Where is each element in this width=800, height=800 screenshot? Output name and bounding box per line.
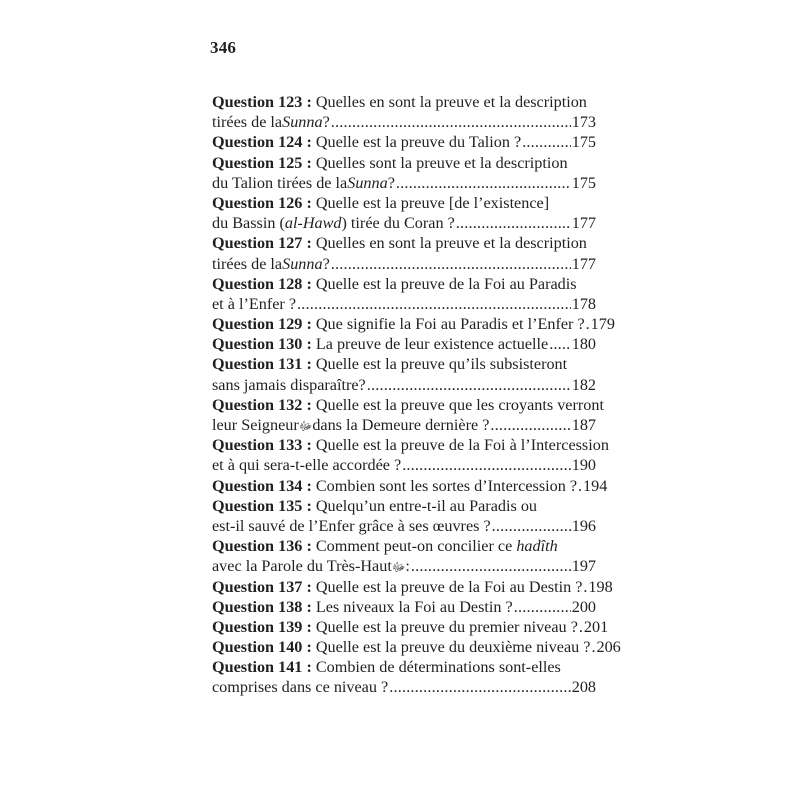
dot-leader	[490, 415, 570, 435]
toc-entry-131-line-2	[212, 375, 596, 395]
dot-leader	[492, 516, 571, 536]
honorific-symbol: ﷻ	[298, 419, 313, 433]
toc-entry-133-line-2	[212, 455, 596, 475]
question-text: Combien sont les sortes d’Intercession ?	[315, 476, 578, 495]
table-of-contents	[212, 92, 621, 698]
question-text: avec la Parole du Très-Haut	[212, 557, 392, 576]
toc-entry-138	[212, 597, 596, 617]
toc-entry-136-line-1	[212, 536, 596, 556]
toc-entry-141-line-1	[212, 657, 596, 677]
dot-leader	[331, 254, 571, 274]
page-ref: 182	[571, 375, 596, 394]
question-text: du Bassin (	[212, 214, 285, 233]
honorific-symbol: ﷻ	[391, 560, 406, 575]
question-label: Question 135 :	[212, 496, 312, 515]
question-text: ) tirée du Coran ?	[341, 214, 455, 233]
toc-entry-133-line-1	[212, 435, 609, 455]
question-label: Question 132 :	[212, 395, 312, 414]
dot-leader	[367, 375, 571, 395]
dot-leader	[522, 132, 571, 152]
dot-leader	[583, 577, 587, 597]
question-text: Quelqu’un entre-t-il au Paradis ou	[315, 496, 538, 515]
question-text: ?	[387, 173, 395, 192]
toc-entry-124	[212, 132, 596, 152]
italic-term: Sunna	[347, 173, 388, 192]
dot-leader	[389, 677, 571, 697]
toc-entry-141-line-2	[212, 677, 596, 697]
dot-leader	[578, 476, 582, 496]
question-label: Question 126 :	[212, 193, 312, 212]
question-text: Quelle est la preuve [de l’existence]	[315, 193, 550, 212]
page-ref: 175	[571, 133, 596, 152]
question-label: Question 137 :	[212, 577, 312, 596]
toc-entry-126-line-1	[212, 193, 596, 213]
question-text: Combien de déterminations sont-elles	[315, 658, 561, 677]
dot-leader	[411, 556, 571, 576]
toc-entry-123-line-2	[212, 112, 596, 132]
page-ref: 194	[583, 476, 608, 495]
question-text: Comment peut-on concilier ce	[315, 537, 513, 556]
page-ref: 206	[596, 638, 621, 657]
page-ref: 178	[571, 294, 596, 313]
question-label: Question 129 :	[212, 315, 312, 334]
toc-entry-132-line-2	[212, 415, 596, 435]
page-ref: 201	[583, 617, 609, 636]
question-text: ?	[322, 254, 330, 273]
toc-entry-127-line-2	[212, 254, 596, 274]
toc-entry-126-line-2	[212, 213, 596, 233]
toc-entry-131-line-1	[212, 354, 596, 374]
question-label: Question 139 :	[212, 617, 312, 636]
toc-entry-128-line-2	[212, 294, 596, 314]
toc-entry-137	[212, 577, 613, 597]
question-text: Quelles sont la preuve et la description	[315, 153, 568, 172]
question-text: et à qui sera-t-elle accordée ?	[212, 456, 402, 475]
question-text: Quelle est la preuve du deuxième niveau ?	[315, 638, 591, 657]
page-ref: 173	[571, 113, 596, 132]
question-text: ?	[322, 113, 330, 132]
question-text: Quelle est la preuve de la Foi au Destin ?	[315, 577, 583, 596]
toc-entry-135-line-2	[212, 516, 596, 536]
dot-leader	[297, 294, 571, 314]
toc-entry-135-line-1	[212, 496, 596, 516]
question-label: Question 124 :	[212, 133, 312, 152]
page-ref: 190	[571, 456, 596, 475]
page-ref: 187	[571, 416, 596, 434]
toc-entry-140	[212, 637, 621, 657]
toc-entry-128-line-1	[212, 274, 596, 294]
question-text: Quelles en sont la preuve et la description	[315, 93, 587, 111]
italic-term: Sunna	[282, 254, 323, 273]
dot-leader	[586, 314, 590, 334]
question-text: :	[405, 557, 410, 576]
question-text: Que signifie la Foi au Paradis et l’Enfer ?	[315, 315, 585, 334]
page-ref: 179	[590, 315, 615, 334]
question-label: Question 131 :	[212, 355, 312, 374]
dot-leader	[579, 617, 583, 637]
toc-entry-125-line-1	[212, 153, 596, 173]
question-text: sans jamais disparaître?	[212, 375, 366, 394]
page-ref: 196	[571, 516, 596, 535]
toc-entry-134	[212, 476, 608, 496]
question-label: Question 133 :	[212, 436, 312, 455]
dot-leader	[549, 334, 571, 354]
question-label: Question 130 :	[212, 335, 312, 354]
question-label: Question 128 :	[212, 274, 312, 293]
question-label: Question 136 :	[212, 537, 312, 556]
question-text: dans la Demeure dernière ?	[312, 416, 490, 434]
toc-entry-130	[212, 334, 596, 354]
question-text: tirées de la	[212, 254, 283, 273]
question-text: Quelle est la preuve du premier niveau ?	[315, 617, 578, 636]
question-label: Question 140 :	[212, 638, 312, 657]
question-text: Quelle est la preuve qu’ils subsisteront	[315, 355, 568, 374]
page-ref: 180	[571, 335, 596, 354]
question-text: Quelles en sont la preuve et la description	[315, 234, 587, 253]
question-text: tirées de la	[212, 113, 283, 132]
page-number: 346	[210, 38, 237, 57]
dot-leader	[591, 637, 595, 657]
page-ref: 177	[571, 254, 596, 273]
italic-term: al-Hawd	[284, 214, 342, 233]
question-text: comprises dans ce niveau ?	[212, 678, 389, 697]
dot-leader	[331, 112, 571, 132]
question-label: Question 138 :	[212, 597, 312, 616]
dot-leader	[456, 213, 571, 233]
question-label: Question 141 :	[212, 658, 312, 677]
page-ref: 197	[571, 557, 596, 576]
question-text: est-il sauvé de l’Enfer grâce à ses œuvres ?	[212, 516, 491, 535]
toc-entry-129	[212, 314, 615, 334]
question-text: La preuve de leur existence actuelle	[315, 335, 549, 354]
page-ref: 177	[571, 214, 596, 233]
page-ref: 200	[571, 597, 596, 616]
dot-leader	[514, 597, 571, 617]
question-label: Question 125 :	[212, 153, 312, 172]
page-ref: 175	[571, 173, 596, 192]
question-text: Quelle est la preuve de la Foi au Paradis	[315, 274, 577, 293]
question-text: Quelle est la preuve de la Foi à l’Intercession	[315, 436, 609, 455]
toc-entry-139	[212, 617, 609, 637]
question-text: du Talion tirées de la	[212, 173, 348, 192]
question-text: Quelle est la preuve du Talion ?	[315, 133, 522, 152]
toc-entry-136-line-2	[212, 556, 596, 576]
toc-entry-125-line-2	[212, 173, 596, 193]
page-ref: 198	[588, 577, 613, 596]
toc-entry-123-line-1	[212, 92, 596, 112]
toc-entry-127-line-1	[212, 233, 596, 253]
question-text: Les niveaux la Foi au Destin ?	[315, 597, 513, 616]
question-label: Question 127 :	[212, 234, 312, 253]
question-text: leur Seigneur	[212, 416, 299, 434]
question-text: et à l’Enfer ?	[212, 294, 297, 313]
question-text: Quelle est la preuve que les croyants verront	[315, 395, 604, 414]
page-ref: 208	[571, 678, 596, 697]
question-label: Question 123 :	[212, 93, 312, 111]
italic-term: Sunna	[282, 113, 323, 132]
dot-leader	[396, 173, 571, 193]
dot-leader	[402, 455, 571, 475]
question-label: Question 134 :	[212, 476, 312, 495]
italic-term: hadîth	[516, 537, 558, 556]
toc-entry-132-line-1	[212, 395, 604, 415]
